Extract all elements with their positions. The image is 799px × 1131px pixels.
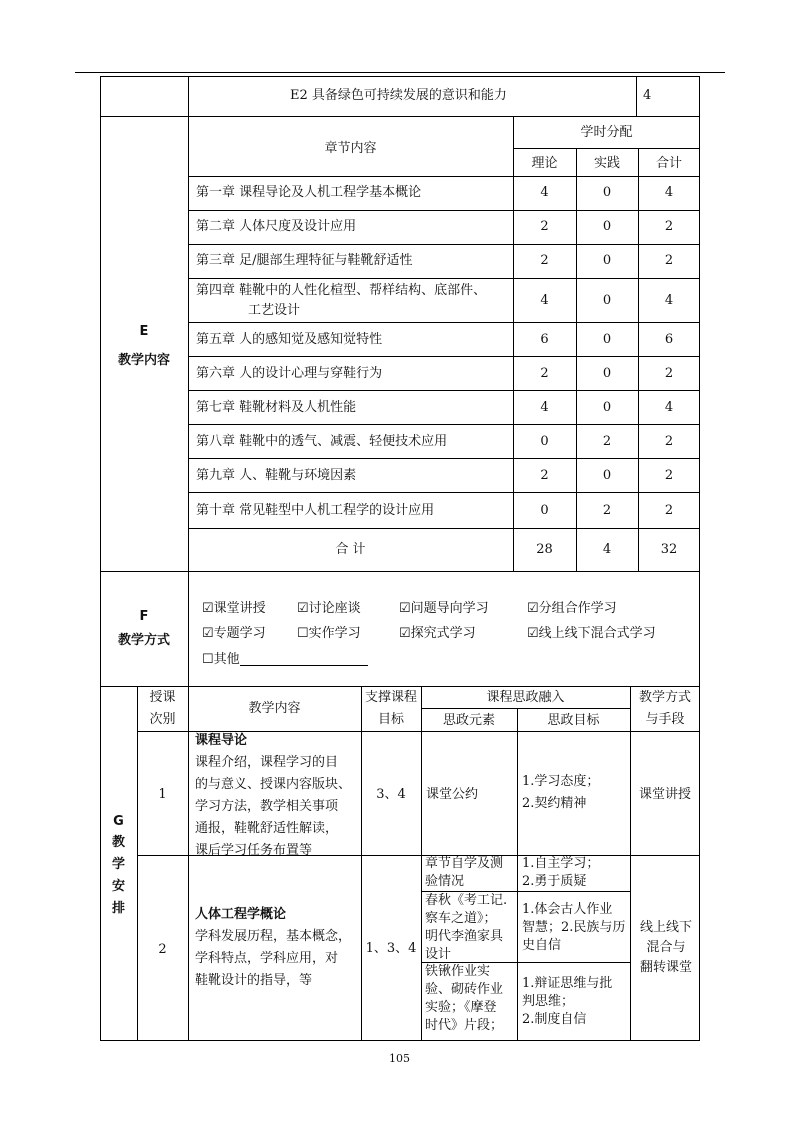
chapter-total: 2: [664, 434, 674, 449]
element-line: 时代》片段；: [425, 1018, 504, 1033]
goal-line: 2.契约精神: [522, 796, 587, 811]
method-line: 线上线下: [639, 920, 692, 935]
header-goal: 思政目标: [547, 713, 600, 728]
ideology-element: [425, 855, 517, 891]
chapter-practice: 0: [602, 468, 612, 483]
session-number: 1: [158, 787, 167, 802]
chapter-theory: 2: [540, 366, 549, 381]
chapter-total: 2: [664, 219, 674, 234]
element-line: 察车之道》；: [425, 911, 497, 926]
section-g-char: 学: [111, 857, 125, 872]
chapter-practice: 0: [602, 366, 612, 381]
section-f-letter: F: [139, 609, 149, 624]
session-number: 2: [158, 942, 167, 957]
chapter-name: 第三章 足/腿部生理特征与鞋靴舒适性: [196, 253, 413, 268]
header-method-cont: 与手段: [645, 712, 685, 727]
header-target: 支撑课程: [364, 690, 417, 705]
method-checkbox[interactable]: ☑线上线下混合式学习: [527, 626, 656, 641]
goal-line: 智慧；2.民族与历: [522, 920, 626, 935]
header-method: 教学方式: [638, 690, 691, 705]
session-method: 课堂讲授: [638, 787, 691, 802]
chapter-total: 2: [664, 366, 674, 381]
method-checkbox[interactable]: ☑专题学习: [202, 626, 266, 641]
section-g-char: 排: [111, 901, 125, 916]
sum-theory: 28: [536, 542, 553, 557]
header-content: 教学内容: [248, 701, 301, 716]
session-title: 人体工程学概论: [195, 907, 287, 922]
section-g-char: G: [113, 814, 124, 829]
section-g-char: 安: [111, 879, 125, 894]
content-line: 学习方法，教学相关事项: [195, 799, 339, 814]
chapter-name: 第十章 常见鞋型中人机工程学的设计应用: [196, 503, 435, 518]
ideology-goal: [522, 901, 629, 955]
session-title: 课程导论: [195, 733, 248, 748]
session-content: [195, 904, 360, 992]
other-blank-line: [240, 651, 368, 666]
goal-line: 判思维；: [522, 994, 575, 1009]
session-targets: 1、3、4: [365, 941, 417, 956]
chapter-practice: 0: [602, 253, 612, 268]
chapter-name: 第七章 鞋靴材料及人机性能: [196, 400, 357, 415]
ideology-goal: [522, 975, 629, 1029]
method-other[interactable]: [202, 651, 368, 666]
content-line: 鞋靴设计的指导，等: [195, 973, 313, 988]
chapter-name: 第四章 鞋靴中的人性化楦型、帮样结构、底部件、: [196, 283, 487, 298]
chapter-practice: 2: [602, 503, 612, 518]
header-ideology: 课程思政融入: [486, 690, 565, 705]
ideology-goal: [522, 855, 629, 891]
chapter-theory: 4: [540, 293, 549, 308]
header-total: 合计: [655, 156, 682, 171]
goal-line: 1.自主学习；: [522, 856, 600, 871]
content-line: 通报，鞋靴舒适性解读，: [195, 821, 339, 836]
section-g-char: 教: [111, 835, 125, 850]
header-rule: [75, 72, 725, 73]
ideology-element: [425, 963, 517, 1035]
chapter-theory: 4: [540, 400, 549, 415]
ideology-element: [425, 892, 517, 964]
header-theory: 理论: [531, 156, 558, 171]
chapter-theory: 4: [540, 185, 549, 200]
method-checkbox[interactable]: ☑分组合作学习: [527, 601, 617, 616]
chapter-theory: 2: [540, 219, 549, 234]
section-f-title: 教学方式: [117, 633, 170, 648]
content-line: 课后学习任务布置等: [195, 843, 313, 858]
method-line: 混合与: [646, 940, 686, 955]
content-line: 的与意义、授课内容版块、: [195, 777, 352, 792]
element-line: 春秋《考工记.: [425, 893, 508, 908]
goal-line: 1.学习态度；: [522, 774, 600, 789]
content-line: 学科特点，学科应用，对: [195, 951, 339, 966]
header-session: 授课: [149, 690, 176, 705]
header-element: 思政元素: [442, 713, 495, 728]
page-number: 105: [389, 1052, 410, 1065]
chapter-total: 2: [664, 503, 674, 518]
chapter-name: 第九章 人、鞋靴与环境因素: [196, 468, 357, 483]
content-line: 学科发展历程，基本概念，: [195, 929, 352, 944]
session-content: [195, 730, 360, 862]
chapter-name: 第八章 鞋靴中的透气、减震、轻便技术应用: [196, 434, 448, 449]
element-line: 章节自学及测: [425, 856, 504, 871]
method-other-label: ☐其他: [202, 652, 240, 667]
section-e-title: 教学内容: [117, 353, 170, 368]
chapter-name: 第六章 人的设计心理与穿鞋行为: [196, 366, 383, 381]
section-e-letter: E: [139, 324, 149, 339]
goal-line: 2.勇于质疑: [522, 874, 587, 889]
sum-label: 合 计: [335, 542, 366, 557]
goal-line: 1.辩证思维与批: [522, 976, 613, 991]
header-target-cont: 目标: [377, 712, 404, 727]
session-targets: 3、4: [376, 787, 406, 802]
sum-practice: 4: [602, 542, 612, 557]
chapter-practice: 0: [602, 219, 612, 234]
element-line: 明代李渔家具: [425, 929, 504, 944]
method-line: 翻转课堂: [639, 960, 692, 975]
ideology-goal: [522, 771, 629, 815]
element-line: 铁锹作业实: [425, 964, 491, 979]
e2-value: 4: [643, 88, 652, 103]
header-session-cont: 次别: [149, 712, 176, 727]
chapter-practice: 0: [602, 293, 612, 308]
chapter-practice: 2: [602, 434, 612, 449]
goal-line: 史自信: [522, 938, 562, 953]
session-method: [632, 918, 700, 978]
element-line: 设计: [425, 947, 452, 962]
chapter-theory: 0: [540, 503, 549, 518]
header-hours: 学时分配: [580, 125, 633, 140]
chapter-theory: 2: [540, 468, 549, 483]
chapter-theory: 2: [540, 253, 549, 268]
method-checkbox[interactable]: ☑讨论座谈: [297, 601, 361, 616]
chapter-total: 4: [664, 293, 674, 308]
chapter-theory: 0: [540, 434, 549, 449]
method-checkbox[interactable]: ☑问题导向学习: [399, 601, 489, 616]
chapter-total: 4: [664, 185, 674, 200]
element-line: 实验；《摩登: [425, 1000, 497, 1015]
chapter-theory: 6: [540, 332, 549, 347]
chapter-name: 第五章 人的感知觉及感知觉特性: [196, 332, 383, 347]
chapter-total: 2: [664, 253, 674, 268]
chapter-practice: 0: [602, 400, 612, 415]
content-line: 课程介绍，课程学习的目: [195, 755, 339, 770]
chapter-name: 第一章 课程导论及人机工程学基本概论: [196, 185, 422, 200]
method-checkbox[interactable]: ☐实作学习: [297, 626, 361, 641]
chapter-practice: 0: [602, 185, 612, 200]
method-checkbox[interactable]: ☑课堂讲授: [202, 601, 266, 616]
element-line: 验、砌砖作业: [425, 982, 504, 997]
chapter-practice: 0: [602, 332, 612, 347]
chapter-name: 第二章 人体尺度及设计应用: [196, 219, 357, 234]
e2-label: E2 具备绿色可持续发展的意识和能力: [290, 88, 507, 103]
goal-line: 2.制度自信: [522, 1012, 587, 1027]
method-checkbox[interactable]: ☑探究式学习: [399, 626, 476, 641]
ideology-element: 课堂公约: [426, 787, 479, 802]
element-line: 验情况: [425, 874, 465, 889]
header-practice: 实践: [593, 156, 620, 171]
chapter-name-cont: 工艺设计: [248, 303, 301, 318]
chapter-total: 6: [664, 332, 674, 347]
header-chapter-content: 章节内容: [324, 141, 377, 156]
chapter-total: 2: [664, 468, 674, 483]
chapter-total: 4: [664, 400, 674, 415]
sum-total: 32: [660, 542, 678, 557]
goal-line: 1.体会古人作业: [522, 902, 613, 917]
